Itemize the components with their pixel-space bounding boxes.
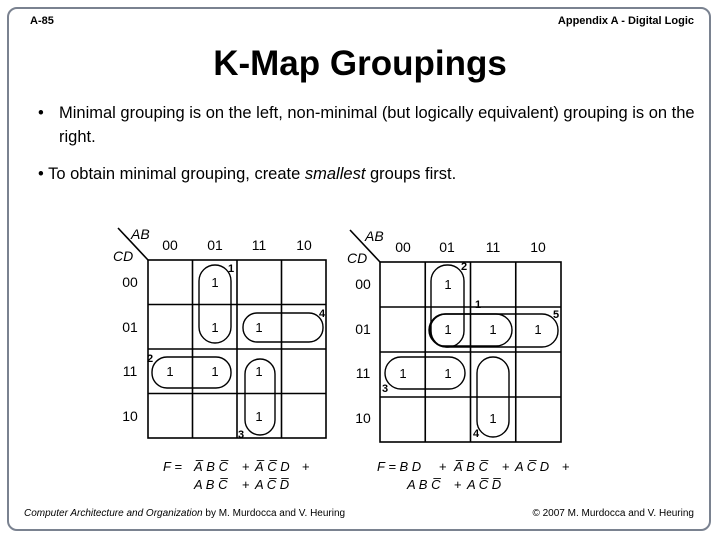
row-label: 10	[122, 408, 138, 424]
ab-label: AB	[131, 226, 150, 242]
equation-term: F =	[163, 459, 182, 474]
cell-value: 1	[255, 320, 263, 335]
row-label: 01	[355, 321, 371, 337]
equation-term: A C̅ D̅	[467, 477, 502, 492]
appendix-label: Appendix A - Digital Logic	[557, 15, 694, 27]
col-label: 10	[296, 237, 312, 253]
col-label: 01	[207, 237, 223, 253]
equation-operator: +	[439, 459, 447, 474]
bullet-marker: •	[38, 165, 44, 183]
cell-value: 1	[444, 322, 452, 337]
bullet-smallest-groups	[38, 162, 456, 186]
cell-value: 1	[211, 364, 219, 379]
cell-value: 1	[534, 322, 542, 337]
equation-term: A B C̅	[407, 477, 441, 492]
bullet-emphasis: smallest	[304, 165, 366, 183]
equation-operator: +	[242, 477, 250, 492]
bullet-text: Minimal grouping is on the left, non-minimal (but logically equivalent) grouping is on the right.	[59, 104, 695, 146]
bullet-minimal-grouping	[38, 101, 698, 149]
cd-label: CD	[113, 248, 134, 264]
col-label: 11	[251, 237, 267, 253]
col-label: 00	[162, 237, 178, 253]
equation-operator: +	[242, 459, 250, 474]
group-loop-2	[152, 357, 231, 388]
group-number: 5	[553, 309, 560, 321]
kmap-minimal	[108, 222, 340, 496]
equation-operator: +	[562, 459, 570, 474]
book-authors: by M. Murdocca and V. Heuring	[202, 508, 346, 519]
equation-term: A B C̅	[194, 477, 228, 492]
footer-copyright: © 2007 M. Murdocca and V. Heuring	[532, 508, 694, 519]
equation-operator: +	[502, 459, 510, 474]
cell-value: 1	[255, 364, 263, 379]
row-label: 10	[355, 410, 371, 426]
group-number: 2	[147, 353, 154, 365]
row-label: 01	[122, 319, 138, 335]
cell-value: 1	[444, 277, 452, 292]
cell-value: 1	[211, 275, 219, 290]
cell-value: 1	[166, 364, 174, 379]
group-number: 2	[461, 261, 468, 273]
group-number: 1	[228, 263, 235, 275]
slide-title: K-Map Groupings	[213, 44, 507, 83]
page-number: A-85	[30, 15, 54, 27]
group-number: 1	[475, 299, 482, 311]
cell-value: 1	[399, 366, 407, 381]
bullet-text: To obtain minimal grouping, create	[48, 165, 305, 183]
group-number: 3	[238, 429, 245, 441]
col-label: 01	[439, 239, 455, 255]
row-label: 11	[122, 363, 138, 379]
equation-term: A̅ C̅ D	[255, 459, 290, 474]
col-label: 00	[395, 239, 411, 255]
bullet-text-end: groups first.	[365, 165, 457, 183]
col-label: 10	[530, 239, 546, 255]
equation-term: F = B D	[377, 459, 422, 474]
row-label: 00	[122, 274, 138, 290]
equation-operator: +	[454, 477, 462, 492]
cd-label: CD	[347, 250, 368, 266]
cell-value: 1	[211, 320, 219, 335]
group-number: 4	[319, 308, 326, 320]
cell-value: 1	[444, 366, 452, 381]
ab-label: AB	[365, 228, 384, 244]
cell-value: 1	[489, 322, 497, 337]
bullet-marker: •	[38, 104, 44, 122]
col-label: 11	[485, 239, 501, 255]
cell-value: 1	[489, 411, 497, 426]
equation-term: A C̅ D̅	[255, 477, 290, 492]
equation-term: A̅ B C̅	[194, 459, 228, 474]
book-title: Computer Architecture and Organization	[24, 508, 203, 519]
cell-value: 1	[255, 409, 263, 424]
footer-citation	[24, 508, 345, 519]
equation-term: A C̅ D	[515, 459, 550, 474]
group-number: 4	[473, 428, 480, 440]
equation-term: A̅ B C̅	[454, 459, 488, 474]
row-label: 00	[355, 276, 371, 292]
kmap-non-minimal	[340, 222, 576, 496]
equation-operator: +	[302, 459, 310, 474]
group-number: 3	[382, 383, 389, 395]
row-label: 11	[355, 365, 371, 381]
